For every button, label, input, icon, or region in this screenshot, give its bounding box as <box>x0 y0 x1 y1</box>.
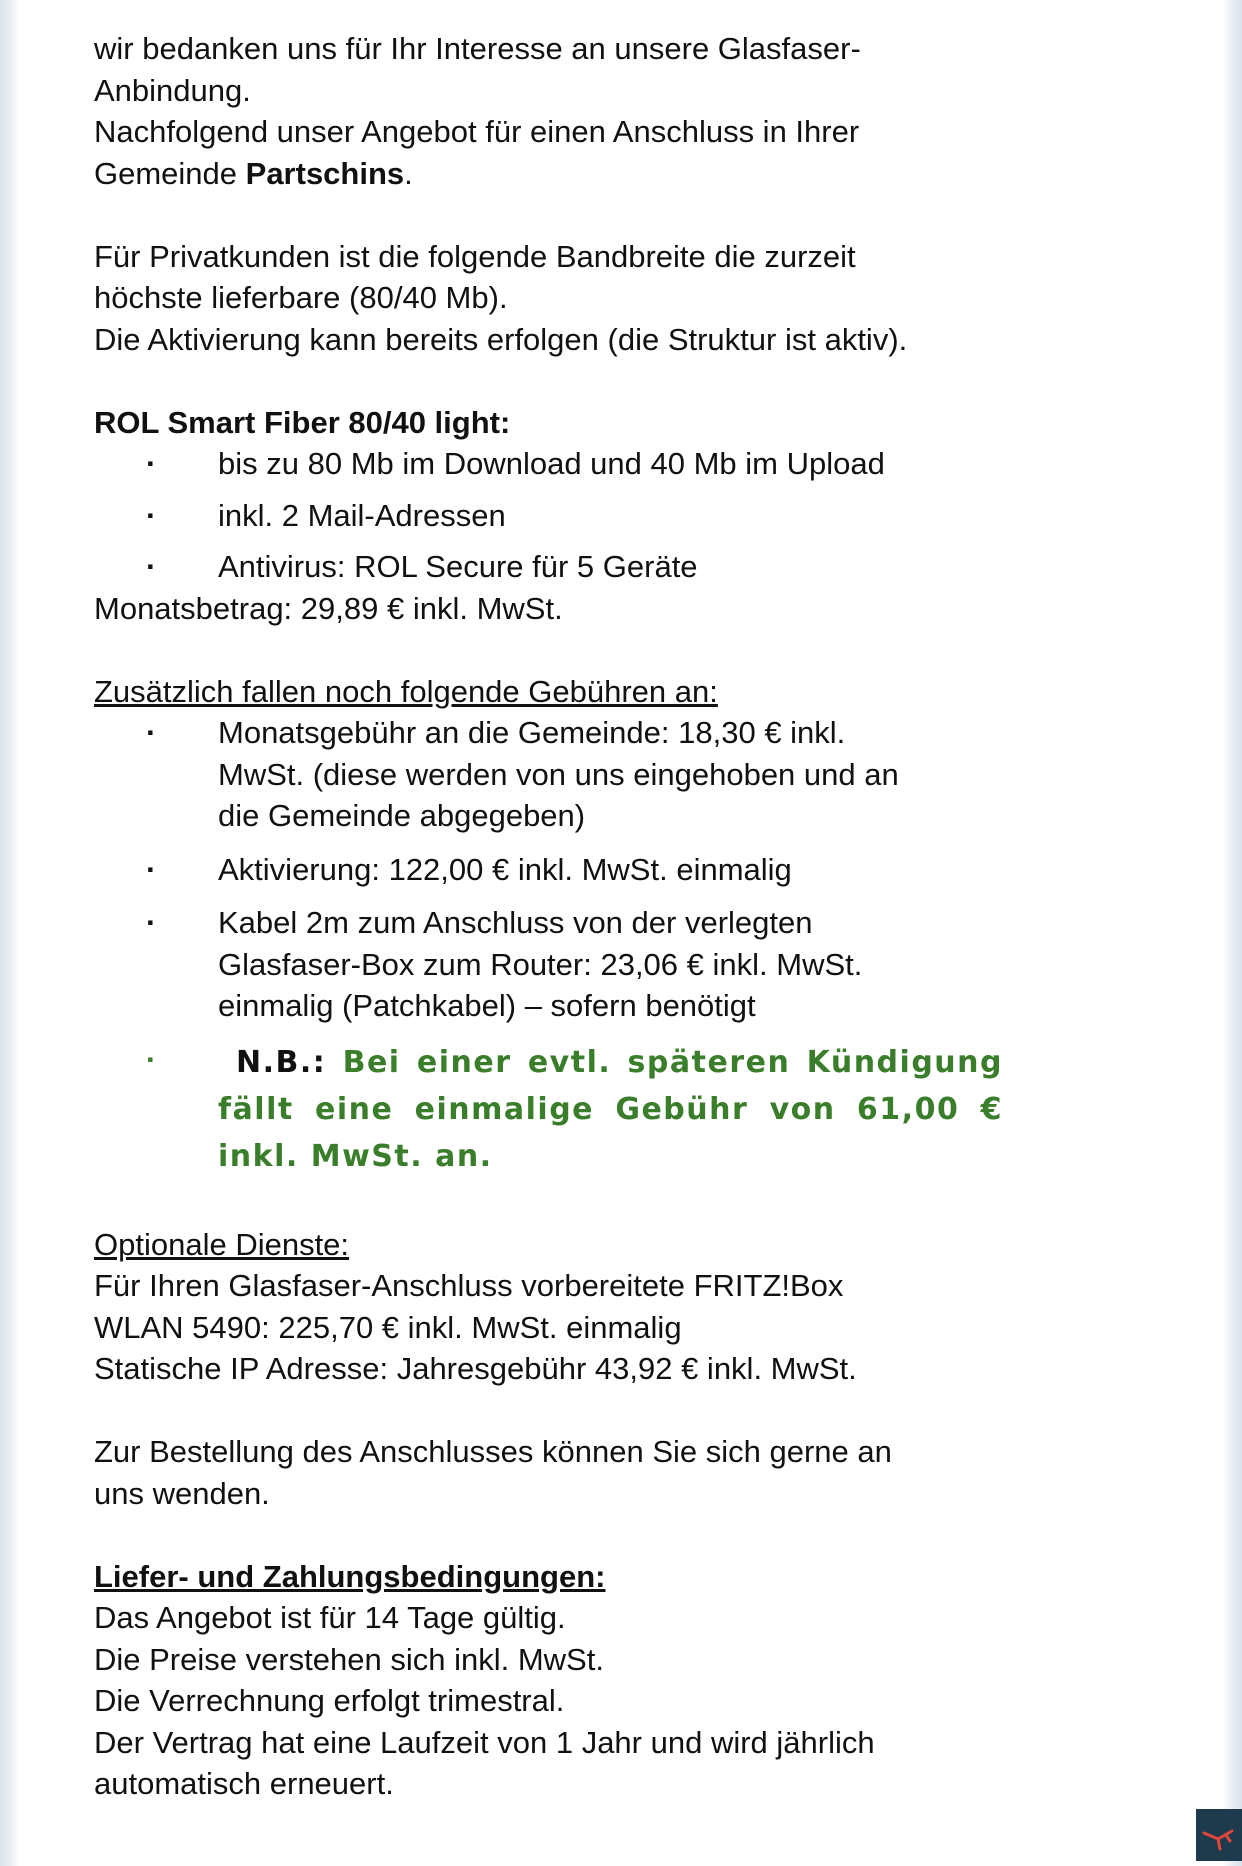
nb-text: Bei einer evtl. späteren Kündigung fällt eine einmalige Gebühr von 61,00 € inkl. MwSt. an. <box>218 1044 1003 1174</box>
terms-line-4: Der Vertrag hat eine Laufzeit von 1 Jahr und wird jährlich <box>94 1724 875 1760</box>
fee-item-line: MwSt. (diese werden von uns eingehoben und an <box>218 756 899 792</box>
product-title: ROL Smart Fiber 80/40 light: <box>94 404 511 440</box>
fee-item <box>94 712 1054 837</box>
fee-item-line: einmalig (Patchkabel) – sofern benötigt <box>218 988 756 1023</box>
fee-item-line: · Monatsgebühr an die Gemeinde: 18,30 € inkl. <box>218 715 846 750</box>
terms-line-2: Die Preise verstehen sich inkl. MwSt. <box>94 1641 604 1677</box>
cancellation-note-text <box>218 1039 1003 1180</box>
intro-prefix: Gemeinde <box>94 155 246 191</box>
fees-title: Zusätzlich fallen noch folgende Gebühren an: <box>94 673 718 709</box>
bandwidth-line-1: Für Privatkunden ist die folgende Bandbreite die zurzeit <box>94 238 856 274</box>
product-feature: · Antivirus: ROL Secure für 5 Geräte <box>94 546 1054 588</box>
fee-item-line: Glasfaser-Box zum Router: 23,06 € inkl. MwSt. <box>218 946 863 982</box>
terms-line-3: Die Verrechnung erfolgt trimestral. <box>94 1683 565 1718</box>
optional-line-2: WLAN 5490: 225,70 € inkl. MwSt. einmalig <box>94 1309 682 1345</box>
bandwidth-line-2: höchste lieferbare (80/40 Mb). <box>94 280 508 315</box>
terms-line-5: automatisch erneuert. <box>94 1766 394 1801</box>
terms-line-1: Das Angebot ist für 14 Tage gültig. <box>94 1600 566 1635</box>
product-feature: · inkl. 2 Mail-Adressen <box>94 495 1054 537</box>
fee-item-line: die Gemeinde abgegeben) <box>218 798 586 833</box>
terms-title: Liefer- und Zahlungsbedingungen: <box>94 1558 606 1594</box>
intro-suffix: . <box>404 155 413 191</box>
optional-line-1: Für Ihren Glasfaser-Anschluss vorbereitete FRITZ!Box <box>94 1268 844 1303</box>
bandwidth-line-3: Die Aktivierung kann bereits erfolgen (die Struktur ist aktiv). <box>94 321 908 357</box>
product-feature-list <box>94 443 1054 588</box>
fees-list <box>94 712 1054 1180</box>
cancellation-note <box>94 1039 1054 1180</box>
municipality-name: Partschins <box>245 155 405 191</box>
optional-title: Optionale Dienste: <box>94 1226 350 1262</box>
order-line-1: Zur Bestellung des Anschlusses können Sie sich gerne an <box>94 1434 892 1469</box>
app-corner-glyph-icon <box>1196 1809 1242 1861</box>
intro-line-3: Nachfolgend unser Angebot für einen Anschluss in Ihrer <box>94 114 860 149</box>
order-line-2: uns wenden. <box>94 1475 270 1511</box>
fee-item-line: · Kabel 2m zum Anschluss von der verlegten <box>218 905 813 940</box>
intro-line-4 <box>94 153 1054 195</box>
intro-line-1: wir bedanken uns für Ihr Interesse an unsere Glasfaser- <box>94 31 861 66</box>
fee-item-line: · Aktivierung: 122,00 € inkl. MwSt. einmalig <box>218 851 792 887</box>
nb-label: N.B.: <box>236 1044 327 1080</box>
document-page <box>18 0 1224 1861</box>
product-feature: · bis zu 80 Mb im Download und 40 Mb im Upload <box>94 443 1054 485</box>
app-corner-icon[interactable] <box>1196 1809 1242 1861</box>
intro-line-2: Anbindung. <box>94 72 251 108</box>
optional-line-3: Statische IP Adresse: Jahresgebühr 43,92 € inkl. MwSt. <box>94 1351 857 1386</box>
document-content <box>94 28 1054 1805</box>
fee-item <box>94 849 1054 891</box>
monthly-price: Monatsbetrag: 29,89 € inkl. MwSt. <box>94 590 563 626</box>
fee-item <box>94 902 1054 1027</box>
